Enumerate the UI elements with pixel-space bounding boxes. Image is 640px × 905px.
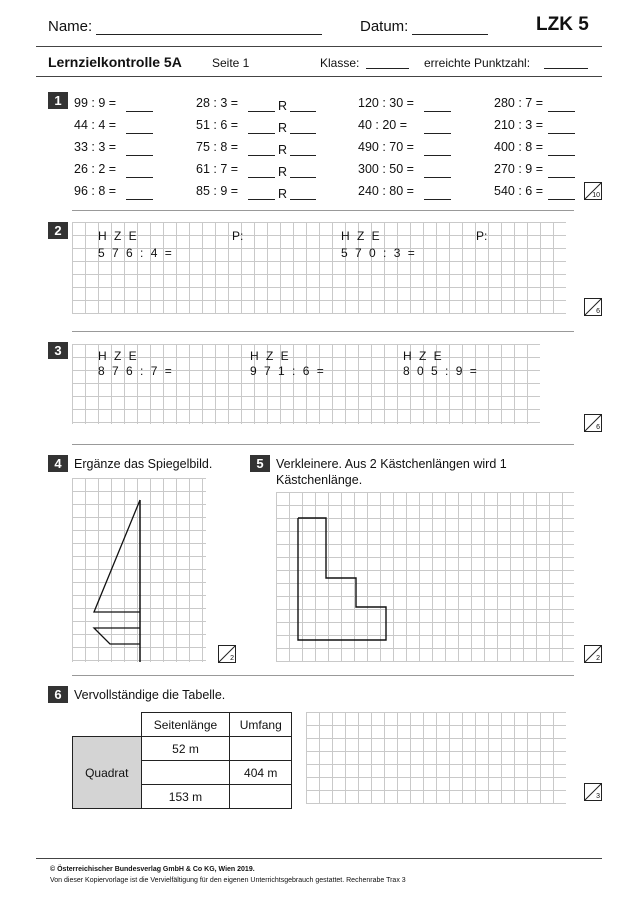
header-divider <box>36 46 602 47</box>
class-label: Klasse: <box>320 56 360 70</box>
task1-answer-blank[interactable] <box>248 177 275 178</box>
task1-answer-blank[interactable] <box>424 177 451 178</box>
divider-3 <box>72 444 574 445</box>
title-divider <box>36 76 602 77</box>
col-header-perimeter: Umfang <box>230 713 292 737</box>
score-box-6: 3 <box>584 783 602 801</box>
score-box-1: 10 <box>584 182 602 200</box>
task1-remainder-blank[interactable] <box>290 111 316 112</box>
task1-equation: 99 : 9 = <box>74 96 117 110</box>
task1-answer-blank[interactable] <box>126 199 153 200</box>
task1-equation: 280 : 7 = <box>494 96 543 110</box>
task1-equation: 40 : 20 = <box>358 118 407 132</box>
task3-problem-1: 8 7 6 : 7 = <box>98 364 172 378</box>
score-box-4: 2 <box>218 645 236 663</box>
task1-equation: 28 : 3 = <box>196 96 239 110</box>
task5-instruction-line2: Kästchenlänge. <box>276 473 363 487</box>
points-label: erreichte Punktzahl: <box>424 56 531 70</box>
cell-perimeter-3[interactable] <box>230 785 292 809</box>
task3-place-header-1: H Z E <box>98 349 137 363</box>
task1-equation: 490 : 70 = <box>358 140 414 154</box>
task1-answer-blank[interactable] <box>424 199 451 200</box>
task1-answer-blank[interactable] <box>424 111 451 112</box>
points-field[interactable] <box>544 68 588 69</box>
task6-instruction: Vervollständige die Tabelle. <box>74 688 226 702</box>
footer-divider <box>36 858 602 859</box>
task3-place-header-3: H Z E <box>403 349 442 363</box>
task1-equation: 96 : 8 = <box>74 184 117 198</box>
date-label: Datum: <box>360 18 409 35</box>
cell-perimeter-2[interactable]: 404 m <box>230 761 292 785</box>
remainder-label: R <box>278 121 288 135</box>
task1-answer-blank[interactable] <box>126 155 153 156</box>
task1-equation: 61 : 7 = <box>196 162 239 176</box>
cell-perimeter-1[interactable] <box>230 737 292 761</box>
task1-equation: 26 : 2 = <box>74 162 117 176</box>
task2-grid[interactable] <box>72 222 566 314</box>
cell-side-3[interactable]: 153 m <box>141 785 230 809</box>
name-label: Name: <box>48 18 93 35</box>
task4-instruction: Ergänze das Spiegelbild. <box>74 457 213 471</box>
task1-answer-blank[interactable] <box>248 133 275 134</box>
task-number-4: 4 <box>48 455 68 472</box>
task1-equation: 240 : 80 = <box>358 184 414 198</box>
task2-place-header-2: H Z E <box>341 229 380 243</box>
task1-answer-blank[interactable] <box>126 133 153 134</box>
task2-problem-1: 5 7 6 : 4 = <box>98 246 172 260</box>
task2-p-label-1: P: <box>232 229 244 243</box>
task1-answer-blank[interactable] <box>248 155 275 156</box>
task-number-6: 6 <box>48 686 68 703</box>
task1-answer-blank[interactable] <box>126 111 153 112</box>
task1-remainder-blank[interactable] <box>290 199 316 200</box>
class-field[interactable] <box>366 68 409 69</box>
remainder-label: R <box>278 165 288 179</box>
remainder-label: R <box>278 99 288 113</box>
date-field[interactable] <box>412 34 488 35</box>
task-number-5: 5 <box>250 455 270 472</box>
divider-2 <box>72 331 574 332</box>
task1-equation: 210 : 3 = <box>494 118 543 132</box>
task4-sail-figure <box>72 478 212 668</box>
col-header-side: Seitenlänge <box>141 713 230 737</box>
task1-answer-blank[interactable] <box>248 199 275 200</box>
lzk-title: LZK 5 <box>536 14 589 35</box>
task1-equation: 270 : 9 = <box>494 162 543 176</box>
task1-equation: 75 : 8 = <box>196 140 239 154</box>
divider-4 <box>72 675 574 676</box>
cell-side-1[interactable]: 52 m <box>141 737 230 761</box>
task1-answer-blank[interactable] <box>248 111 275 112</box>
name-field[interactable] <box>96 34 322 35</box>
footer-copyright: © Österreichischer Bundesverlag GmbH & Co KG, Wien 2019. <box>50 866 255 873</box>
task1-equation: 300 : 50 = <box>358 162 414 176</box>
task5-instruction-line1: Verkleinere. Aus 2 Kästchenlängen wird 1 <box>276 457 507 471</box>
task-number-1: 1 <box>48 92 68 109</box>
task3-grid[interactable] <box>72 344 540 424</box>
score-box-3: 6 <box>584 414 602 432</box>
task1-equation: 51 : 6 = <box>196 118 239 132</box>
task3-problem-2: 9 7 1 : 6 = <box>250 364 324 378</box>
perimeter-table <box>72 712 292 809</box>
task1-equation: 540 : 6 = <box>494 184 543 198</box>
task1-answer-blank[interactable] <box>548 177 575 178</box>
task1-answer-blank[interactable] <box>548 155 575 156</box>
task5-l-shape <box>276 492 576 667</box>
score-box-2: 6 <box>584 298 602 316</box>
score-box-5: 2 <box>584 645 602 663</box>
task-number-3: 3 <box>48 342 68 359</box>
task1-equation: 33 : 3 = <box>74 140 117 154</box>
remainder-label: R <box>278 143 288 157</box>
task3-place-header-2: H Z E <box>250 349 289 363</box>
task1-answer-blank[interactable] <box>548 199 575 200</box>
task1-equation: 44 : 4 = <box>74 118 117 132</box>
cell-side-2[interactable] <box>141 761 230 785</box>
task2-place-header-1: H Z E <box>98 229 137 243</box>
task1-remainder-blank[interactable] <box>290 177 316 178</box>
task3-problem-3: 8 0 5 : 9 = <box>403 364 477 378</box>
task1-equation: 120 : 30 = <box>358 96 414 110</box>
row-label-square: Quadrat <box>73 737 142 809</box>
page-title: Lernzielkontrolle 5A <box>48 54 182 70</box>
task6-grid[interactable] <box>306 712 566 804</box>
divider-1 <box>72 210 574 211</box>
task1-answer-blank[interactable] <box>126 177 153 178</box>
task1-remainder-blank[interactable] <box>290 155 316 156</box>
task1-answer-blank[interactable] <box>424 155 451 156</box>
task2-problem-2: 5 7 0 : 3 = <box>341 246 415 260</box>
task2-p-label-2: P: <box>476 229 488 243</box>
task1-remainder-blank[interactable] <box>290 133 316 134</box>
task1-equation: 85 : 9 = <box>196 184 239 198</box>
task1-answer-blank[interactable] <box>424 133 451 134</box>
task1-answer-blank[interactable] <box>548 133 575 134</box>
task-number-2: 2 <box>48 222 68 239</box>
task1-answer-blank[interactable] <box>548 111 575 112</box>
footer-notice: Von dieser Kopiervorlage ist die Vervielfältigung für den eigenen Unterrichtsgebrauch gestattet. Rechenrabe Trax 3 <box>50 877 406 884</box>
task1-equation: 400 : 8 = <box>494 140 543 154</box>
page-number: Seite 1 <box>212 56 250 70</box>
remainder-label: R <box>278 187 288 201</box>
